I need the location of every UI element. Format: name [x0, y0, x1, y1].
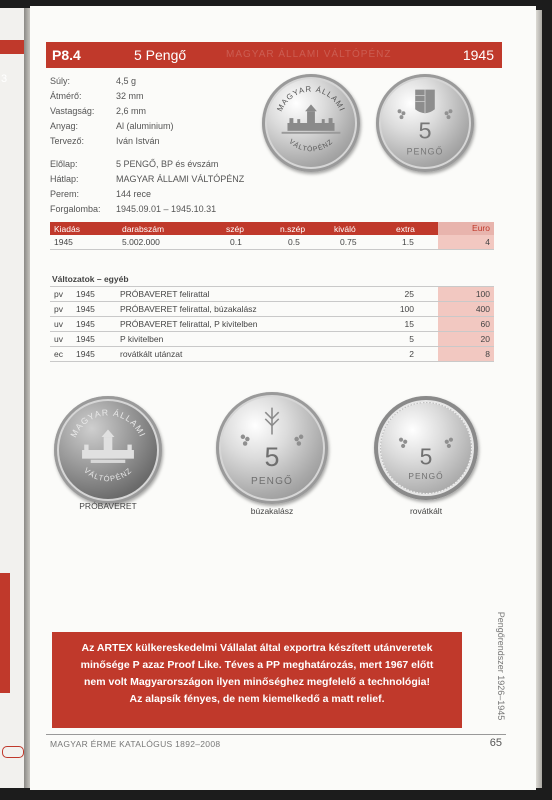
variant-euro: 400: [438, 302, 494, 316]
variant-euro: 8: [438, 347, 494, 361]
parliament-building-icon: [287, 104, 334, 130]
svg-text:VÁLTÓPÉNZ: [82, 466, 134, 483]
column-header: darabszám: [122, 224, 165, 234]
page-edge: [536, 10, 542, 788]
side-section-text: Pengőrendszer 1926–1945: [496, 611, 506, 721]
coin-rovatkalt-image: [374, 396, 478, 500]
obverse-bottom-text: VÁLTÓPÉNZ: [82, 465, 134, 484]
table-row: [50, 332, 494, 347]
variant-year: 1945: [76, 349, 95, 359]
coin-value-text: 5: [419, 443, 433, 470]
property-key: Vastagság:: [50, 106, 95, 116]
parliament-building-icon: [82, 429, 134, 458]
property-value: 32 mm: [116, 91, 144, 101]
variant-count: 15: [404, 319, 414, 329]
note-line: Az ARTEX külkereskedelmi Vállalat által exportra készített utánveretek: [81, 642, 433, 654]
table-header-row: [50, 222, 494, 235]
coin-value-text: 5: [418, 117, 432, 144]
properties-list: [50, 74, 174, 149]
prev-page-logo: [2, 746, 24, 758]
note-line: nem volt Magyarországon ilyen minőséghez megfelelő a technológia!: [84, 676, 430, 688]
property-row: [50, 202, 244, 217]
mintage-table: [50, 222, 494, 250]
prev-page-red-strip: [0, 573, 10, 693]
variant-description: P kivitelben: [120, 334, 164, 344]
property-key: Tervező:: [50, 136, 85, 146]
variant-code: pv: [54, 289, 63, 299]
property-value: 4,5 g: [116, 76, 137, 86]
wheat-ear-icon: [265, 408, 278, 435]
coin-denomination-text: PENGŐ: [250, 475, 294, 487]
coin-value-text: 5: [264, 441, 280, 472]
variants-table: [50, 286, 494, 362]
property-value: 144 rece: [116, 189, 152, 199]
variant-euro: 100: [438, 287, 494, 301]
item-year: 1945: [462, 47, 494, 63]
table-cell: 1945: [54, 237, 73, 247]
variant-count: 5: [409, 334, 414, 344]
column-header: Euro: [438, 222, 494, 235]
caption-probaveret: PRÓBAVERET: [79, 501, 137, 511]
property-row: [50, 89, 174, 104]
property-value: 5 PENGŐ, BP és évszám: [116, 159, 219, 169]
column-header: n.szép: [280, 224, 306, 234]
side-section-label: [494, 611, 508, 721]
variant-euro: 20: [438, 332, 494, 346]
svg-text:VÁLTÓPÉNZ: [287, 138, 334, 153]
prev-page-number: 3: [1, 73, 8, 85]
property-value: 2,6 mm: [116, 106, 147, 116]
table-cell: 0.1: [230, 237, 242, 247]
variant-year: 1945: [76, 319, 95, 329]
property-value: Iván István: [116, 136, 160, 146]
variant-count: 2: [409, 349, 414, 359]
variant-code: ec: [54, 349, 63, 359]
variant-code: pv: [54, 304, 63, 314]
table-row: [50, 287, 494, 302]
property-row: [50, 134, 174, 149]
variants-label: Változatok – egyéb: [52, 274, 129, 284]
obverse-bottom-text: VÁLTÓPÉNZ: [287, 138, 335, 154]
table-cell: 0.5: [288, 237, 300, 247]
design-properties-list: [50, 157, 244, 217]
previous-page-edge: [0, 8, 26, 788]
header-ghost-text: MAGYAR ÁLLAMI VÁLTÓPÉNZ: [226, 49, 392, 60]
table-cell: 1.5: [402, 237, 414, 247]
item-code: P8.4: [52, 47, 81, 63]
coin-obverse-image: [262, 74, 360, 172]
variant-description: PRÓBAVERET felirattal, P kivitelben: [120, 319, 258, 329]
obverse-legend-text: MAGYAR ÁLLAMI: [275, 84, 347, 113]
coin-denomination-text: PENGŐ: [406, 146, 444, 157]
variant-year: 1945: [76, 304, 95, 314]
coin-denomination-text: PENGŐ: [408, 471, 444, 482]
item-title: 5 Pengő: [134, 47, 187, 63]
note-line: minősége P azaz Proof Like. Téves a PP meghatározás, mert 1967 előtt: [80, 659, 434, 671]
variant-code: uv: [54, 319, 63, 329]
variant-year: 1945: [76, 289, 95, 299]
item-header: [46, 42, 502, 68]
variant-description: rovátkált utánzat: [120, 349, 183, 359]
table-cell-euro: 4: [438, 235, 494, 249]
property-key: Perem:: [50, 189, 80, 199]
variant-year: 1945: [76, 334, 95, 344]
caption-buzakalasz: búzakalász: [250, 506, 294, 516]
variant-count: 100: [399, 304, 414, 314]
obverse-legend-text: MAGYAR ÁLLAMI: [68, 407, 148, 439]
property-key: Hátlap:: [50, 174, 79, 184]
property-key: Átmérő:: [50, 91, 82, 101]
coat-of-arms-icon: [415, 90, 435, 114]
caption-rovatkalt: rovátkált: [409, 506, 443, 516]
table-cell: 0.75: [340, 237, 357, 247]
variant-euro: 60: [438, 317, 494, 331]
table-row: [50, 347, 494, 362]
property-row: [50, 187, 244, 202]
table-row: [50, 302, 494, 317]
property-value: 1945.09.01 – 1945.10.31: [116, 204, 217, 214]
table-row: [50, 317, 494, 332]
coin-probaveret-image: [54, 396, 162, 504]
page-number: 65: [489, 737, 502, 749]
column-header: kiváló: [334, 224, 356, 234]
property-row: [50, 157, 244, 172]
variant-code: uv: [54, 334, 63, 344]
prev-page-header-strip: [0, 40, 26, 85]
note-line: Az alapsík fényes, de nem kiemelkedő a matt relief.: [129, 693, 385, 705]
variant-description: PRÓBAVERET felirattal: [120, 289, 210, 299]
footer-title: MAGYAR ÉRME KATALÓGUS 1892–2008: [50, 739, 221, 749]
property-key: Előlap:: [50, 159, 78, 169]
variant-count: 25: [404, 289, 414, 299]
coin-buzakalasz-image: [216, 392, 328, 504]
variant-description: PRÓBAVERET felirattal, búzakalász: [120, 304, 257, 314]
property-key: Forgalomba:: [50, 204, 101, 214]
table-row: [50, 235, 494, 250]
property-value: MAGYAR ÁLLAMI VÁLTÓPÉNZ: [116, 174, 245, 184]
property-key: Anyag:: [50, 121, 79, 131]
catalog-page: [30, 6, 536, 790]
coin-reverse-image: [376, 74, 474, 172]
column-header: szép: [226, 224, 244, 234]
column-header: extra: [396, 224, 415, 234]
info-note-box: [52, 632, 462, 728]
property-row: [50, 119, 174, 134]
property-key: Súly:: [50, 76, 71, 86]
property-row: [50, 74, 174, 89]
page-footer: [46, 734, 506, 751]
column-header: Kiadás: [54, 224, 80, 234]
table-cell: 5.002.000: [122, 237, 160, 247]
property-row: [50, 104, 174, 119]
property-value: Al (aluminium): [116, 121, 174, 131]
property-row: [50, 172, 244, 187]
